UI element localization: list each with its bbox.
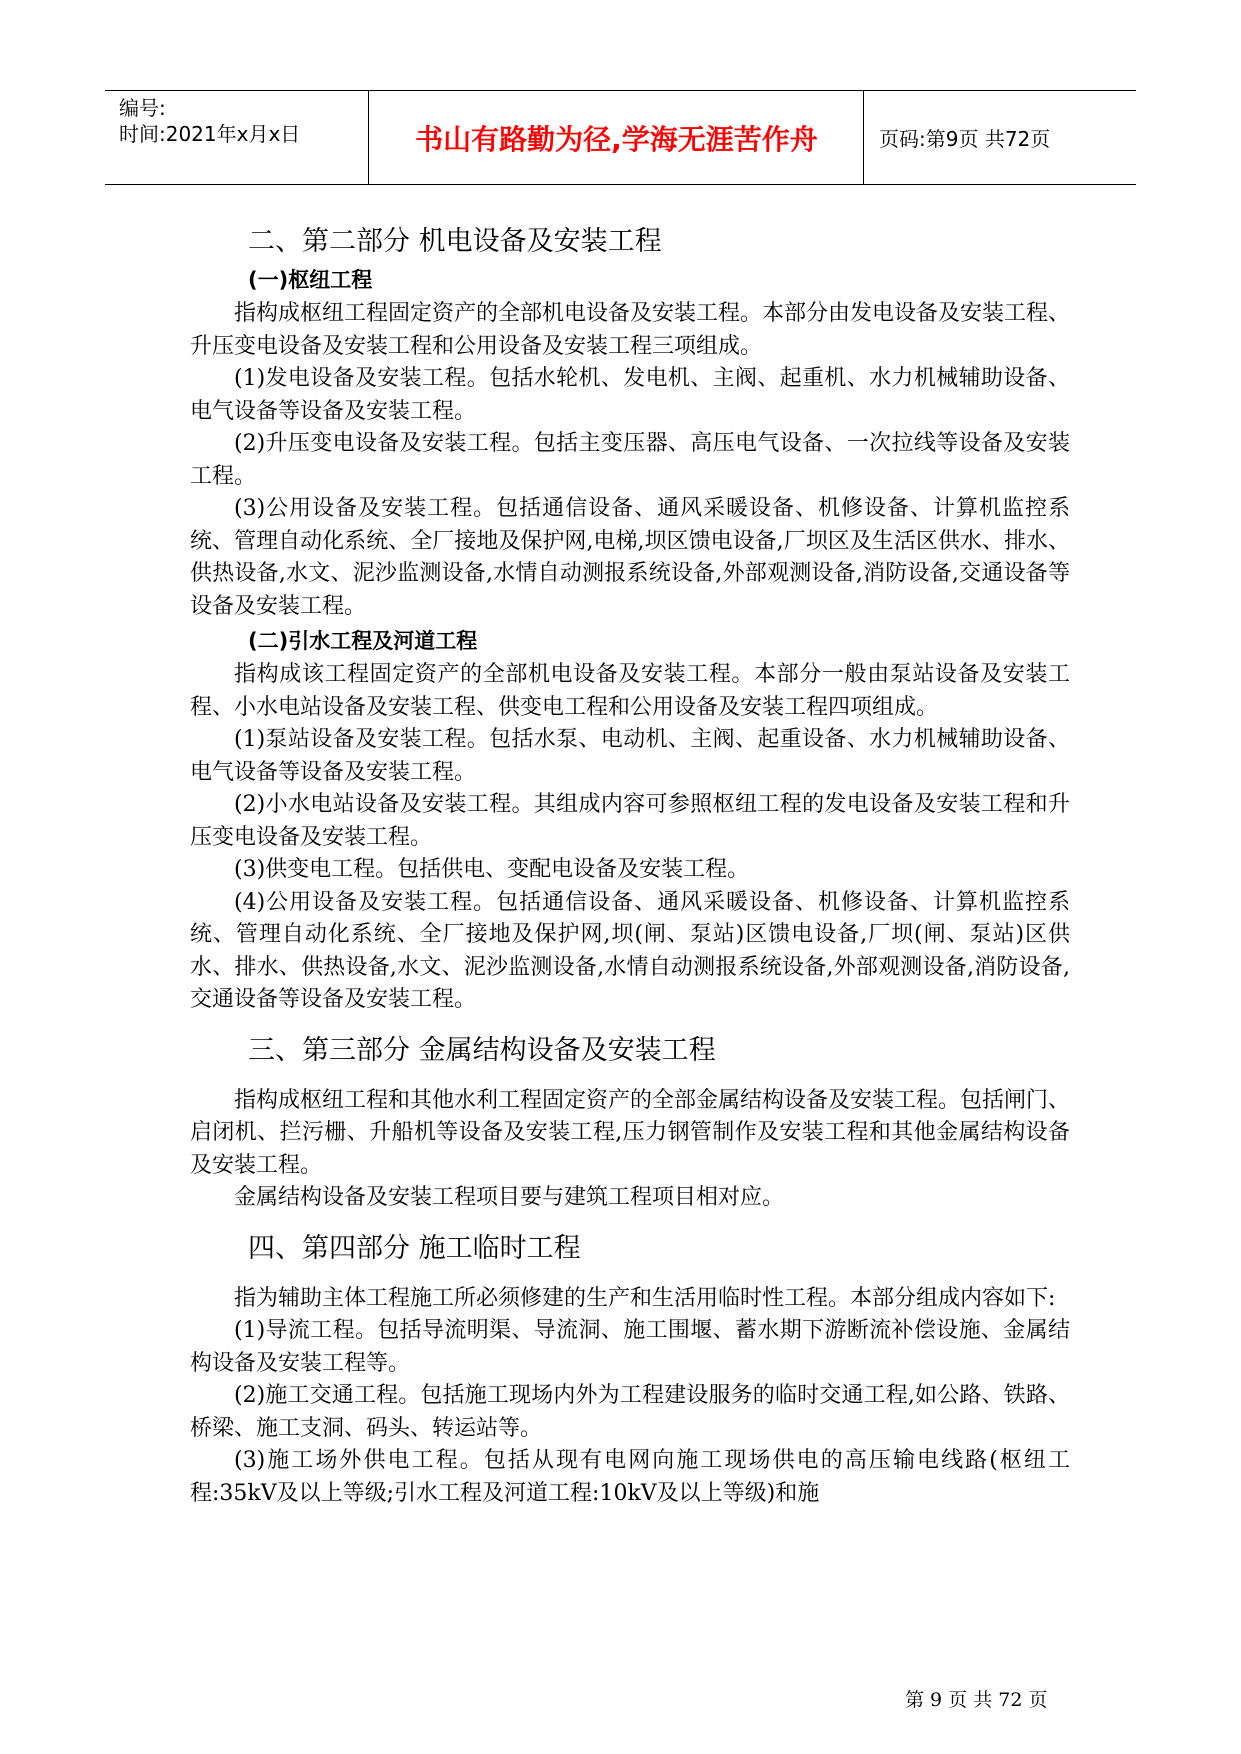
paragraph: (3)公用设备及安装工程。包括通信设备、通风采暖设备、机修设备、计算机监控系统、管理自动化系统、全厂接地及保护网,电梯,坝区馈电设备,厂坝区及生活区供水、排水、供热设备,水文、泥沙监测设备,水情自动测报系统设备,外部观测设备,消防设备,交通设备等设备及安装工程。 — [190, 496, 1070, 619]
section-title: 二、第二部分 机电设备及安装工程 — [248, 226, 662, 257]
paragraph: (1)导流工程。包括导流明渠、导流洞、施工围堰、蓄水期下游断流补偿设施、金属结构设备及安装工程等。 — [190, 1318, 1070, 1376]
paragraph: 指构成枢纽工程固定资产的全部机电设备及安装工程。本部分由发电设备及安装工程、升压变电设备及安装工程和公用设备及安装工程三项组成。 — [190, 301, 1071, 359]
paragraph: 指构成枢纽工程和其他水利工程固定资产的全部金属结构设备及安装工程。包括闸门、启闭机、拦污栅、升船机等设备及安装工程,压力钢管制作及安装工程和其他金属结构设备及安装工程。 — [190, 1087, 1071, 1178]
page-header — [105, 90, 1136, 185]
paragraph: (2)升压变电设备及安装工程。包括主变压器、高压电气设备、一次拉线等设备及安装工程。 — [190, 431, 1070, 489]
time-label: 时间:2021年x月x日 — [119, 122, 301, 146]
paragraph: (2)施工交通工程。包括施工现场内外为工程建设服务的临时交通工程,如公路、铁路、桥梁、施工支洞、码头、转运站等。 — [190, 1383, 1070, 1441]
paragraph: (3)施工场外供电工程。包括从现有电网向施工现场供电的高压输电线路(枢纽工程:35kV及以上等级;引水工程及河道工程:10kV及以上等级)和施 — [190, 1448, 1070, 1506]
paragraph: (3)供变电工程。包括供电、变配电设备及安装工程。 — [234, 857, 750, 882]
paragraph: (4)公用设备及安装工程。包括通信设备、通风采暖设备、机修设备、计算机监控系统、管理自动化系统、全厂接地及保护网,坝(闸、泵站)区馈电设备,厂坝(闸、泵站)区供水、排水、供热设备,水文、泥沙监测设备,水情自动测报系统设备,外部观测设备,消防设备,交通设备等设备及安装工程。 — [190, 889, 1070, 1012]
paragraph: 指构成该工程固定资产的全部机电设备及安装工程。本部分一般由泵站设备及安装工程、小水电站设备及安装工程、供变电工程和公用设备及安装工程四项组成。 — [190, 662, 1070, 720]
number-label: 编号: — [119, 96, 166, 120]
subsection-title: (一)枢纽工程 — [248, 268, 373, 292]
paragraph: 金属结构设备及安装工程项目要与建筑工程项目相对应。 — [234, 1185, 785, 1210]
paragraph: (1)泵站设备及安装工程。包括水泵、电动机、主阀、起重设备、水力机械辅助设备、电气设备等设备及安装工程。 — [190, 727, 1070, 785]
paragraph: (1)发电设备及安装工程。包括水轮机、发电机、主阀、起重机、水力机械辅助设备、电气设备等设备及安装工程。 — [190, 366, 1070, 424]
paragraph: 指为辅助主体工程施工所必须修建的生产和生活用临时性工程。本部分组成内容如下: — [234, 1285, 1056, 1311]
paragraph: (2)小水电站设备及安装工程。其组成内容可参照枢纽工程的发电设备及安装工程和升压变电设备及安装工程。 — [190, 792, 1070, 850]
page-footer: 第 9 页 共 72 页 — [905, 1689, 1048, 1711]
section-title: 四、第四部分 施工临时工程 — [248, 1232, 581, 1264]
subsection-title: (二)引水工程及河道工程 — [248, 629, 478, 653]
section-title: 三、第三部分 金属结构设备及安装工程 — [248, 1034, 716, 1066]
document-body — [190, 222, 1070, 1510]
header-meta — [105, 91, 369, 184]
header-motto: 书山有路勤为径,学海无涯苦作舟 — [370, 91, 864, 184]
header-page-label: 页码:第9页 共72页 — [879, 127, 1051, 151]
